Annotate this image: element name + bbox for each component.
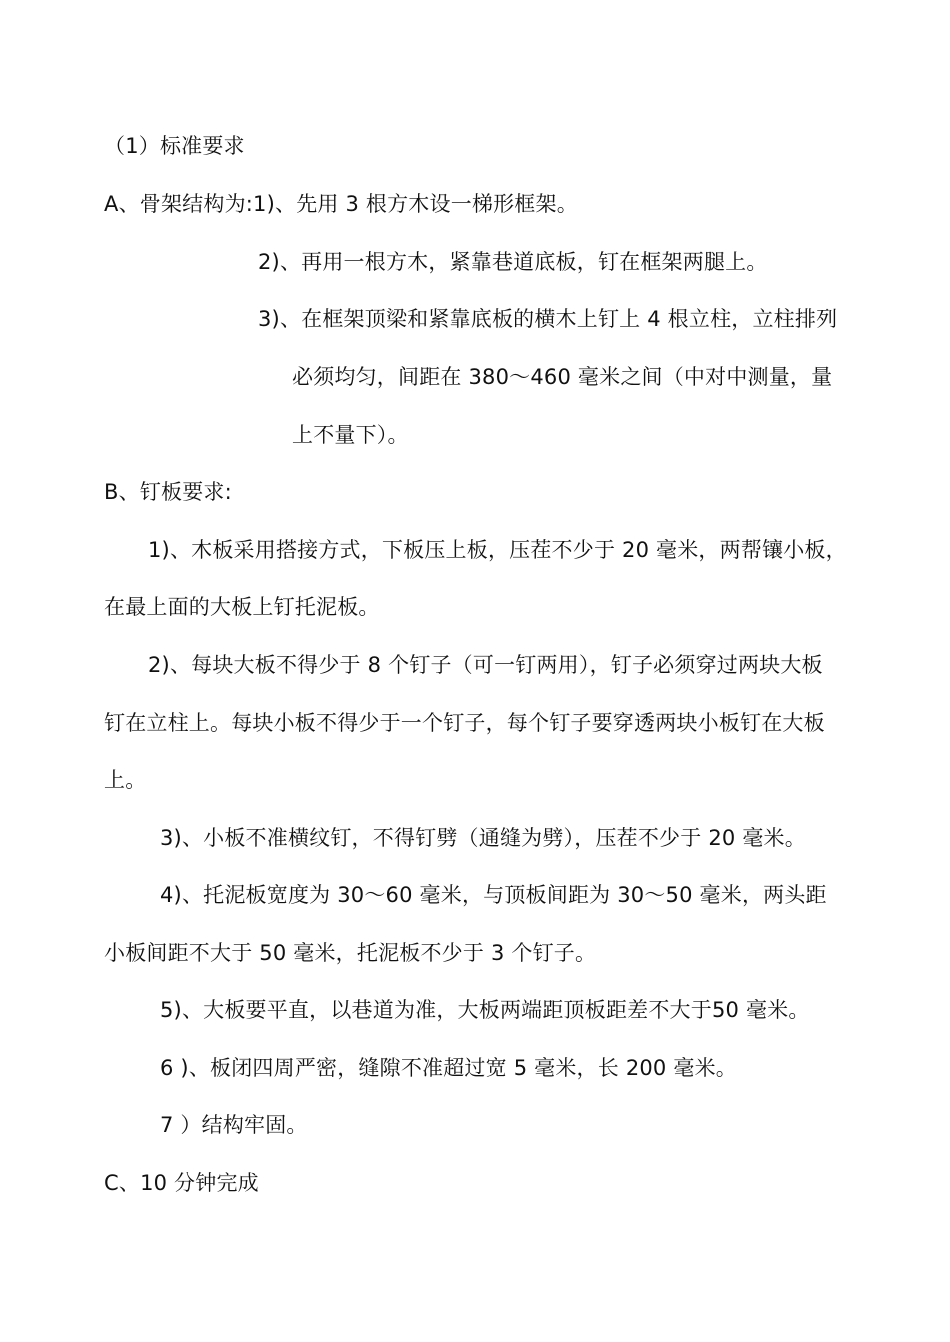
- section-b-item2-line2: 钉在立柱上。每块小板不得少于一个钉子，每个钉子要穿透两块小板钉在大板: [104, 711, 825, 735]
- section-b-item2-line1: 2)、每块大板不得少于 8 个钉子（可一钉两用），钉子必须穿过两块大板: [148, 653, 823, 677]
- section-heading: （1）标准要求: [104, 134, 245, 158]
- section-b-item4-line2: 小板间距不大于 50 毫米，托泥板不少于 3 个钉子。: [104, 941, 597, 965]
- section-b-item1-line2: 在最上面的大板上钉托泥板。: [104, 595, 380, 619]
- section-b-item3: 3)、小板不准横纹钉，不得钉劈（通缝为劈），压茬不少于 20 毫米。: [160, 826, 806, 850]
- section-b-item7: 7 ）结构牢固。: [160, 1113, 308, 1137]
- section-b-item2-line3: 上。: [104, 768, 147, 792]
- section-a-line1: A、骨架结构为:1)、先用 3 根方木设一梯形框架。: [104, 192, 578, 216]
- section-a-item3-line3: 上不量下）。: [292, 423, 409, 447]
- section-a-item3-line2: 必须均匀，间距在 380～460 毫米之间（中对中测量，量: [292, 365, 833, 389]
- section-b-item6: 6 )、板闭四周严密，缝隙不准超过宽 5 毫米，长 200 毫米。: [160, 1056, 737, 1080]
- section-a-item3-line1: 3)、在框架顶梁和紧靠底板的横木上钉上 4 根立柱，立柱排列: [258, 307, 838, 331]
- section-b-item4-line1: 4)、托泥板宽度为 30～60 毫米，与顶板间距为 30～50 毫米，两头距: [160, 883, 827, 907]
- section-c-title: C、10 分钟完成: [104, 1171, 259, 1195]
- section-b-item1-line1: 1)、木板采用搭接方式，下板压上板，压茬不少于 20 毫米，两帮镶小板，: [148, 538, 847, 562]
- section-b-item5: 5)、大板要平直，以巷道为准，大板两端距顶板距差不大于50 毫米。: [160, 998, 810, 1022]
- section-b-title: B、钉板要求:: [104, 480, 232, 504]
- section-a-item2: 2)、再用一根方木，紧靠巷道底板，钉在框架两腿上。: [258, 250, 768, 274]
